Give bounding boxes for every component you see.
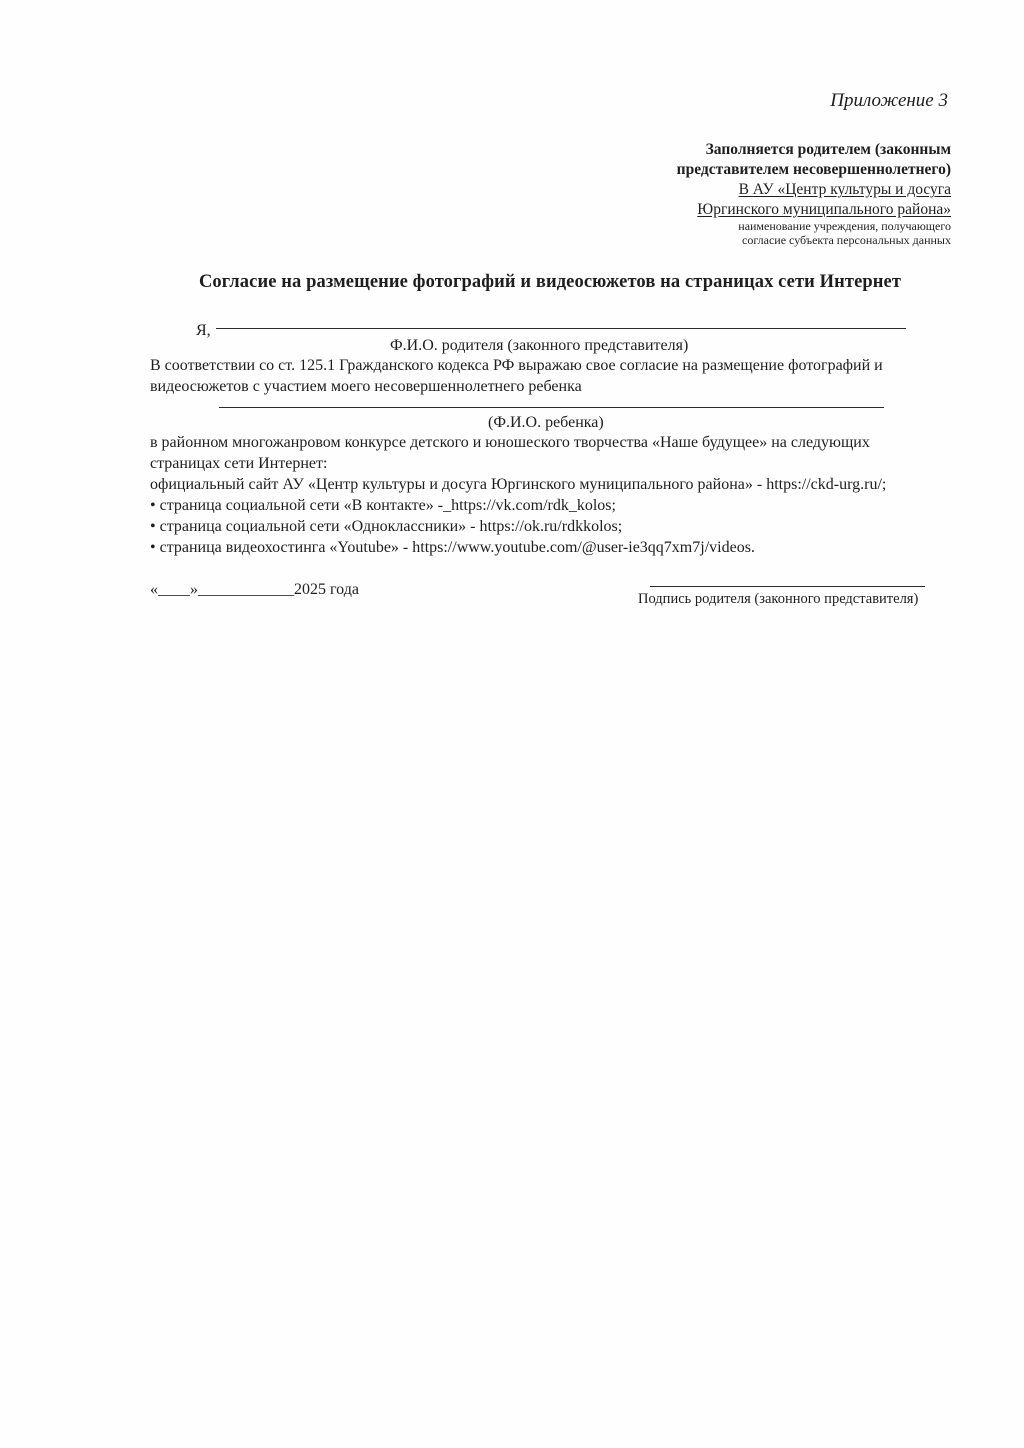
child-name-field[interactable] [219,407,884,408]
parent-name-caption: Ф.И.О. родителя (законного представителя) [390,337,689,354]
consent-line-2: видеосюжетов с участием моего несовершеннолетнего ребенка [150,378,582,395]
institution-note-line-2: согласие субъекта персональных данных [742,233,951,247]
signature-field[interactable] [650,586,925,587]
consent-line-1: В соответствии со ст. 125.1 Гражданского кодекса РФ выражаю свое согласие на размещение фотографий и [150,357,883,374]
i-label: Я, [196,322,211,339]
institution-line-1: В АУ «Центр культуры и досуга [738,181,951,198]
youtube-page-line: • страница видеохостинга «Youtube» - https://www.youtube.com/@user-ie3qq7xm7j/videos. [150,539,755,556]
child-name-caption: (Ф.И.О. ребенка) [488,414,604,431]
filler-instruction-line-1: Заполняется родителем (законным [705,141,951,158]
contest-line-1: в районном многожанровом конкурсе детского и юношеского творчества «Наше будущее» на следующих [150,434,870,451]
ok-page-line: • страница социальной сети «Одноклассники» - https://ok.ru/rdkkolos; [150,518,623,535]
document-title: Согласие на размещение фотографий и видеосюжетов на страницах сети Интернет [198,272,902,292]
signature-caption: Подпись родителя (законного представителя) [638,591,919,607]
institution-note-line-1: наименование учреждения, получающего [738,219,951,233]
filler-instruction-line-2: представителем несовершеннолетнего) [676,161,951,178]
appendix-label: Приложение 3 [830,90,948,111]
institution-line-2: Юргинского муниципального района» [697,201,951,218]
vk-page-line: • страница социальной сети «В контакте» -_https://vk.com/rdk_kolos; [150,497,616,514]
parent-name-field[interactable] [216,328,906,329]
official-site-line: официальный сайт АУ «Центр культуры и досуга Юргинского муниципального района» - https://ckd-urg.ru/; [150,476,887,493]
date-field[interactable]: «____»____________2025 года [150,581,359,598]
contest-line-2: страницах сети Интернет: [150,455,328,472]
